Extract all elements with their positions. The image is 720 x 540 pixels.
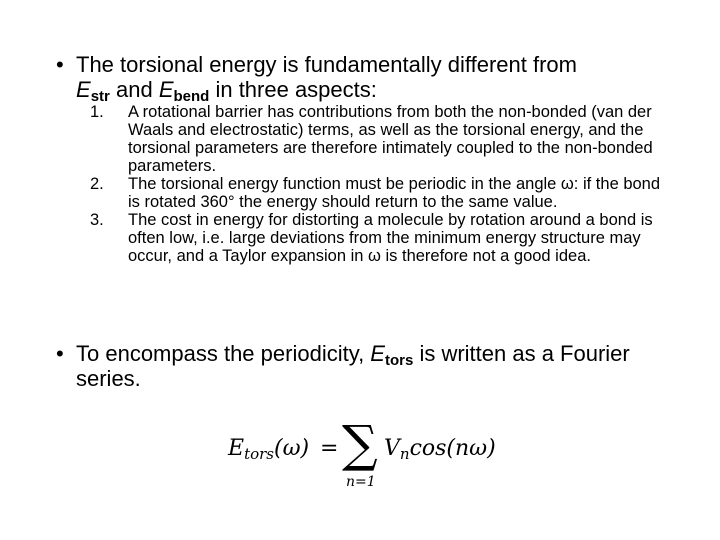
formula-e: E: [228, 436, 245, 461]
summation-index: n=1: [346, 474, 376, 490]
formula-equals: =: [320, 436, 339, 461]
e-str-symbol: E: [76, 77, 91, 102]
list-number: 2.: [90, 175, 104, 193]
formula-e-subscript: tors: [244, 445, 274, 463]
list-item: [90, 103, 670, 175]
list-number: 1.: [90, 103, 104, 121]
bullet-marker: •: [56, 52, 64, 77]
formula-cos: cos(nω): [409, 436, 496, 461]
e-str-subscript: str: [90, 88, 110, 105]
bullet-line2-tail: in three aspects:: [209, 77, 377, 102]
list-item-text: The cost in energy for distorting a molecule by rotation around a bond is often low, i.e. large deviations from the minimum energy structure may occur, and a Taylor expansion in ω is therefore not a good idea.: [128, 211, 653, 265]
formula-lhs-arg: (ω): [274, 436, 310, 461]
list-item-text: The torsional energy function must be periodic in the angle ω: if the bond is rotated 360° the energy should return to the same value.: [128, 175, 661, 211]
aspects-list: [90, 103, 670, 265]
bullet-post: is written as a Fourier series.: [76, 341, 630, 391]
bullet-pre: To encompass the periodicity,: [76, 341, 371, 366]
e-tors-subscript: tors: [384, 352, 414, 369]
e-bend-subscript: bend: [173, 88, 210, 105]
list-item: [90, 175, 670, 211]
bullet-fourier: [56, 341, 666, 391]
list-item: [90, 211, 670, 265]
formula-lhs: [228, 436, 309, 463]
bullet-line1: The torsional energy is fundamentally different from: [76, 52, 577, 77]
formula-rhs: [384, 436, 496, 463]
bullet-marker: •: [56, 341, 64, 366]
summation-symbol: ∑: [342, 415, 378, 473]
bullet-text: [56, 52, 666, 105]
fourier-formula: [228, 415, 508, 498]
formula-v: V: [384, 436, 400, 461]
formula-v-subscript: n: [399, 445, 410, 463]
and-text: and: [109, 77, 159, 102]
bullet-text: [56, 341, 666, 391]
bullet-torsional-energy: [56, 52, 666, 105]
e-tors-symbol: E: [370, 341, 385, 366]
list-item-text: A rotational barrier has contributions from both the non-bonded (van der Waals and electrostatic) terms, as well as the torsional energy, and the torsional parameters are therefore intimately coupled to the non-bonded parameters.: [128, 103, 653, 175]
list-number: 3.: [90, 211, 104, 229]
e-bend-symbol: E: [158, 77, 174, 102]
